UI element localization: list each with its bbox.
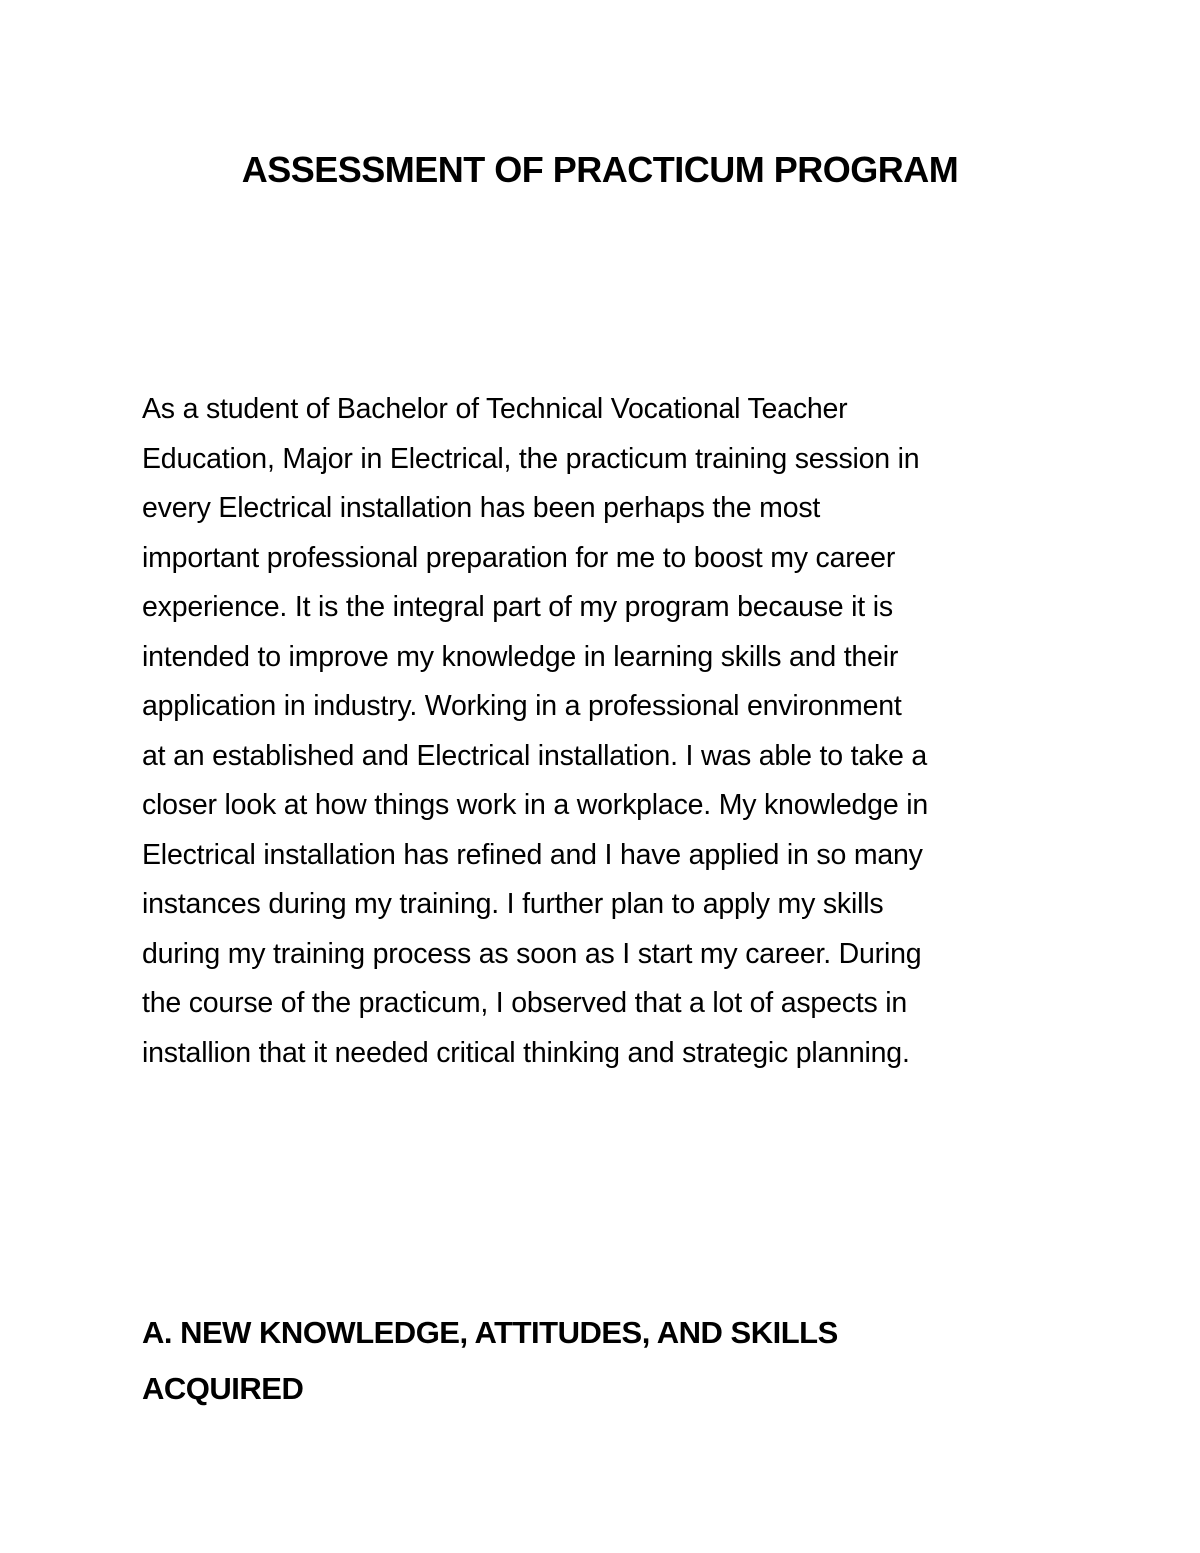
paragraph-line: every Electrical installation has been perhaps the most <box>142 492 821 524</box>
paragraph-line: instances during my training. I further plan to apply my skills <box>142 888 884 920</box>
paragraph-line: application in industry. Working in a professional environment <box>142 690 902 722</box>
document-title: ASSESSMENT OF PRACTICUM PROGRAM <box>241 149 959 190</box>
paragraph-line: at an established and Electrical installation. I was able to take a <box>142 739 928 772</box>
paragraph-line: important professional preparation for me to boost my career <box>142 541 896 574</box>
paragraph-line: installion that it needed critical thinking and strategic planning. <box>142 1036 910 1069</box>
paragraph-line: intended to improve my knowledge in learning skills and their <box>142 640 899 673</box>
paragraph-line: the course of the practicum, I observed that a lot of aspects in <box>142 987 908 1019</box>
assessment-paragraph <box>142 385 1072 1078</box>
paragraph-line: during my training process as soon as I start my career. During <box>142 937 922 970</box>
paragraph-line: Education, Major in Electrical, the practicum training session in <box>142 442 920 475</box>
paragraph-line: experience. It is the integral part of my program because it is <box>142 591 893 623</box>
paragraph-line: Electrical installation has refined and I have applied in so many <box>142 838 923 871</box>
section-heading-line: ACQUIRED <box>142 1371 304 1406</box>
section-heading-line: A. NEW KNOWLEDGE, ATTITUDES, AND SKILLS <box>142 1315 838 1350</box>
paragraph-line: As a student of Bachelor of Technical Vocational Teacher <box>142 393 848 425</box>
section-heading <box>142 1305 1072 1417</box>
paragraph-line: closer look at how things work in a workplace. My knowledge in <box>142 789 928 821</box>
